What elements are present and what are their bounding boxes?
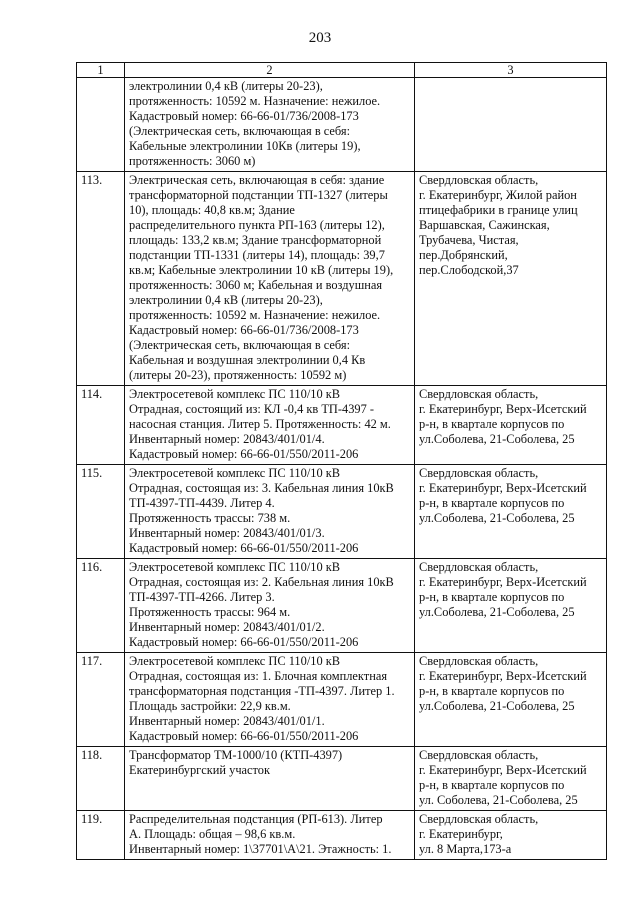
- description-line: Электросетевой комплекс ПС 110/10 кВ: [129, 654, 341, 668]
- address-line: ул.Соболева, 21-Соболева, 25: [419, 432, 575, 446]
- description-line: ТП-4397-ТП-4439. Литер 4.: [129, 496, 275, 510]
- description-line: (Электрическая сеть, включающая в себя:: [129, 338, 351, 352]
- description-line: Площадь застройки: 22,9 кв.м.: [129, 699, 291, 713]
- description-line: Протяженность трассы: 738 м.: [129, 511, 291, 525]
- address-line: р-н, в квартале корпусов по: [419, 590, 565, 604]
- property-address: [415, 559, 607, 653]
- description-line: Инвентарный номер: 20843/401/01/4.: [129, 432, 325, 446]
- description-line: ТП-4397-ТП-4266. Литер 3.: [129, 590, 275, 604]
- description-line: Электросетевой комплекс ПС 110/10 кВ: [129, 387, 341, 401]
- row-number: [77, 78, 125, 172]
- property-address: [415, 386, 607, 465]
- property-address: [415, 78, 607, 172]
- row-number: 113.: [77, 172, 125, 386]
- description-line: Инвентарный номер: 20843/401/01/2.: [129, 620, 325, 634]
- address-line: г. Екатеринбург, Верх-Исетский: [419, 575, 587, 589]
- description-line: Екатеринбургский участок: [129, 763, 271, 777]
- address-line: ул.Соболева, 21-Соболева, 25: [419, 511, 575, 525]
- row-number: 117.: [77, 653, 125, 747]
- property-address: [415, 811, 607, 860]
- row-number: 116.: [77, 559, 125, 653]
- description-line: А. Площадь: общая – 98,6 кв.м.: [129, 827, 296, 841]
- address-line: птицефабрики в границе улиц: [419, 203, 578, 217]
- column-header-number: 1: [77, 63, 125, 78]
- description-line: протяженность: 3060 м): [129, 154, 256, 168]
- property-address: [415, 172, 607, 386]
- description-line: (Электрическая сеть, включающая в себя:: [129, 124, 351, 138]
- column-header-address: 3: [415, 63, 607, 78]
- row-number: 114.: [77, 386, 125, 465]
- address-line: Варшавская, Сажинская,: [419, 218, 550, 232]
- property-description: [125, 559, 415, 653]
- table-row: [77, 386, 607, 465]
- property-description: [125, 811, 415, 860]
- address-line: Свердловская область,: [419, 812, 539, 826]
- description-line: протяженность: 10592 м. Назначение: нежилое.: [129, 308, 381, 322]
- address-line: ул. Соболева, 21-Соболева, 25: [419, 793, 578, 807]
- address-line: пер.Слободской,37: [419, 263, 519, 277]
- row-number: 115.: [77, 465, 125, 559]
- address-line: Свердловская область,: [419, 654, 539, 668]
- property-description: [125, 747, 415, 811]
- description-line: Отрадная, состоящая из: 3. Кабельная линия 10кВ: [129, 481, 394, 495]
- address-line: г. Екатеринбург, Верх-Исетский: [419, 669, 587, 683]
- description-line: Кадастровый номер: 66-66-01/550/2011-206: [129, 729, 359, 743]
- description-line: Трансформатор ТМ-1000/10 (КТП-4397): [129, 748, 343, 762]
- page-number: 203: [308, 30, 332, 46]
- description-line: электролинии 0,4 кВ (литеры 20-23),: [129, 79, 323, 93]
- description-line: Кадастровый номер: 66-66-01/736/2008-173: [129, 109, 359, 123]
- description-line: распределительного пункта РП-163 (литеры 12),: [129, 218, 385, 232]
- property-description: [125, 653, 415, 747]
- description-line: Кадастровый номер: 66-66-01/550/2011-206: [129, 635, 359, 649]
- description-line: трансформаторная подстанция -ТП-4397. Литер 1.: [129, 684, 395, 698]
- address-line: г. Екатеринбург, Верх-Исетский: [419, 481, 587, 495]
- address-line: ул.Соболева, 21-Соболева, 25: [419, 605, 575, 619]
- property-address: [415, 653, 607, 747]
- property-description: [125, 78, 415, 172]
- description-line: насосная станция. Литер 5. Протяженность: 42 м.: [129, 417, 391, 431]
- description-line: Отрадная, состоящая из: 1. Блочная комплектная: [129, 669, 388, 683]
- description-line: Кабельная и воздушная электролинии 0,4 Кв: [129, 353, 366, 367]
- description-line: Инвентарный номер: 20843/401/01/3.: [129, 526, 325, 540]
- row-number: 119.: [77, 811, 125, 860]
- description-line: Кадастровый номер: 66-66-01/736/2008-173: [129, 323, 359, 337]
- table-row: [77, 747, 607, 811]
- description-line: кв.м; Кабельные электролинии 10 кВ (литеры 19),: [129, 263, 394, 277]
- description-line: Кадастровый номер: 66-66-01/550/2011-206: [129, 447, 359, 461]
- table-row: [77, 172, 607, 386]
- address-line: ул.Соболева, 21-Соболева, 25: [419, 699, 575, 713]
- description-line: Отрадная, состоящий из: КЛ -0,4 кв ТП-4397 -: [129, 402, 375, 416]
- address-line: г. Екатеринбург, Верх-Исетский: [419, 763, 587, 777]
- description-line: Кабельные электролинии 10Кв (литеры 19),: [129, 139, 361, 153]
- property-description: [125, 172, 415, 386]
- description-line: подстанции ТП-1331 (литеры 14), площадь: 39,7: [129, 248, 385, 262]
- description-line: площадь: 133,2 кв.м; Здание трансформаторной: [129, 233, 382, 247]
- description-line: Протяженность трассы: 964 м.: [129, 605, 291, 619]
- address-line: г. Екатеринбург,: [419, 827, 503, 841]
- address-line: р-н, в квартале корпусов по: [419, 417, 565, 431]
- description-line: Электросетевой комплекс ПС 110/10 кВ: [129, 466, 341, 480]
- address-line: Свердловская область,: [419, 387, 539, 401]
- address-line: г. Екатеринбург, Верх-Исетский: [419, 402, 587, 416]
- description-line: (литеры 20-23), протяженность: 10592 м): [129, 368, 347, 382]
- property-address: [415, 747, 607, 811]
- description-line: Инвентарный номер: 1\37701\А\21. Этажность: 1.: [129, 842, 392, 856]
- table-row: [77, 78, 607, 172]
- table-row: [77, 465, 607, 559]
- property-description: [125, 386, 415, 465]
- address-line: г. Екатеринбург, Жилой район: [419, 188, 577, 202]
- property-address: [415, 465, 607, 559]
- table-row: [77, 653, 607, 747]
- address-line: Свердловская область,: [419, 173, 539, 187]
- description-line: протяженность: 10592 м. Назначение: нежилое.: [129, 94, 381, 108]
- description-line: Электросетевой комплекс ПС 110/10 кВ: [129, 560, 341, 574]
- address-line: р-н, в квартале корпусов по: [419, 684, 565, 698]
- description-line: Кадастровый номер: 66-66-01/550/2011-206: [129, 541, 359, 555]
- property-registry-table: [76, 62, 607, 860]
- description-line: 10), площадь: 40,8 кв.м; Здание: [129, 203, 295, 217]
- description-line: Распределительная подстанция (РП-613). Литер: [129, 812, 383, 826]
- description-line: трансформаторной подстанции ТП-1327 (литеры: [129, 188, 388, 202]
- table-row: [77, 811, 607, 860]
- address-line: р-н, в квартале корпусов по: [419, 778, 565, 792]
- description-line: Отрадная, состоящая из: 2. Кабельная линия 10кВ: [129, 575, 394, 589]
- address-line: Свердловская область,: [419, 560, 539, 574]
- header-row: [77, 63, 607, 78]
- description-line: Электрическая сеть, включающая в себя: здание: [129, 173, 385, 187]
- address-line: Свердловская область,: [419, 748, 539, 762]
- property-description: [125, 465, 415, 559]
- address-line: р-н, в квартале корпусов по: [419, 496, 565, 510]
- column-header-description: 2: [125, 63, 415, 78]
- address-line: Свердловская область,: [419, 466, 539, 480]
- description-line: электролинии 0,4 кВ (литеры 20-23),: [129, 293, 323, 307]
- address-line: пер.Добрянский,: [419, 248, 508, 262]
- table-row: [77, 559, 607, 653]
- description-line: Инвентарный номер: 20843/401/01/1.: [129, 714, 325, 728]
- address-line: ул. 8 Марта,173-а: [419, 842, 512, 856]
- description-line: протяженность: 3060 м; Кабельная и воздушная: [129, 278, 383, 292]
- row-number: 118.: [77, 747, 125, 811]
- address-line: Трубачева, Чистая,: [419, 233, 519, 247]
